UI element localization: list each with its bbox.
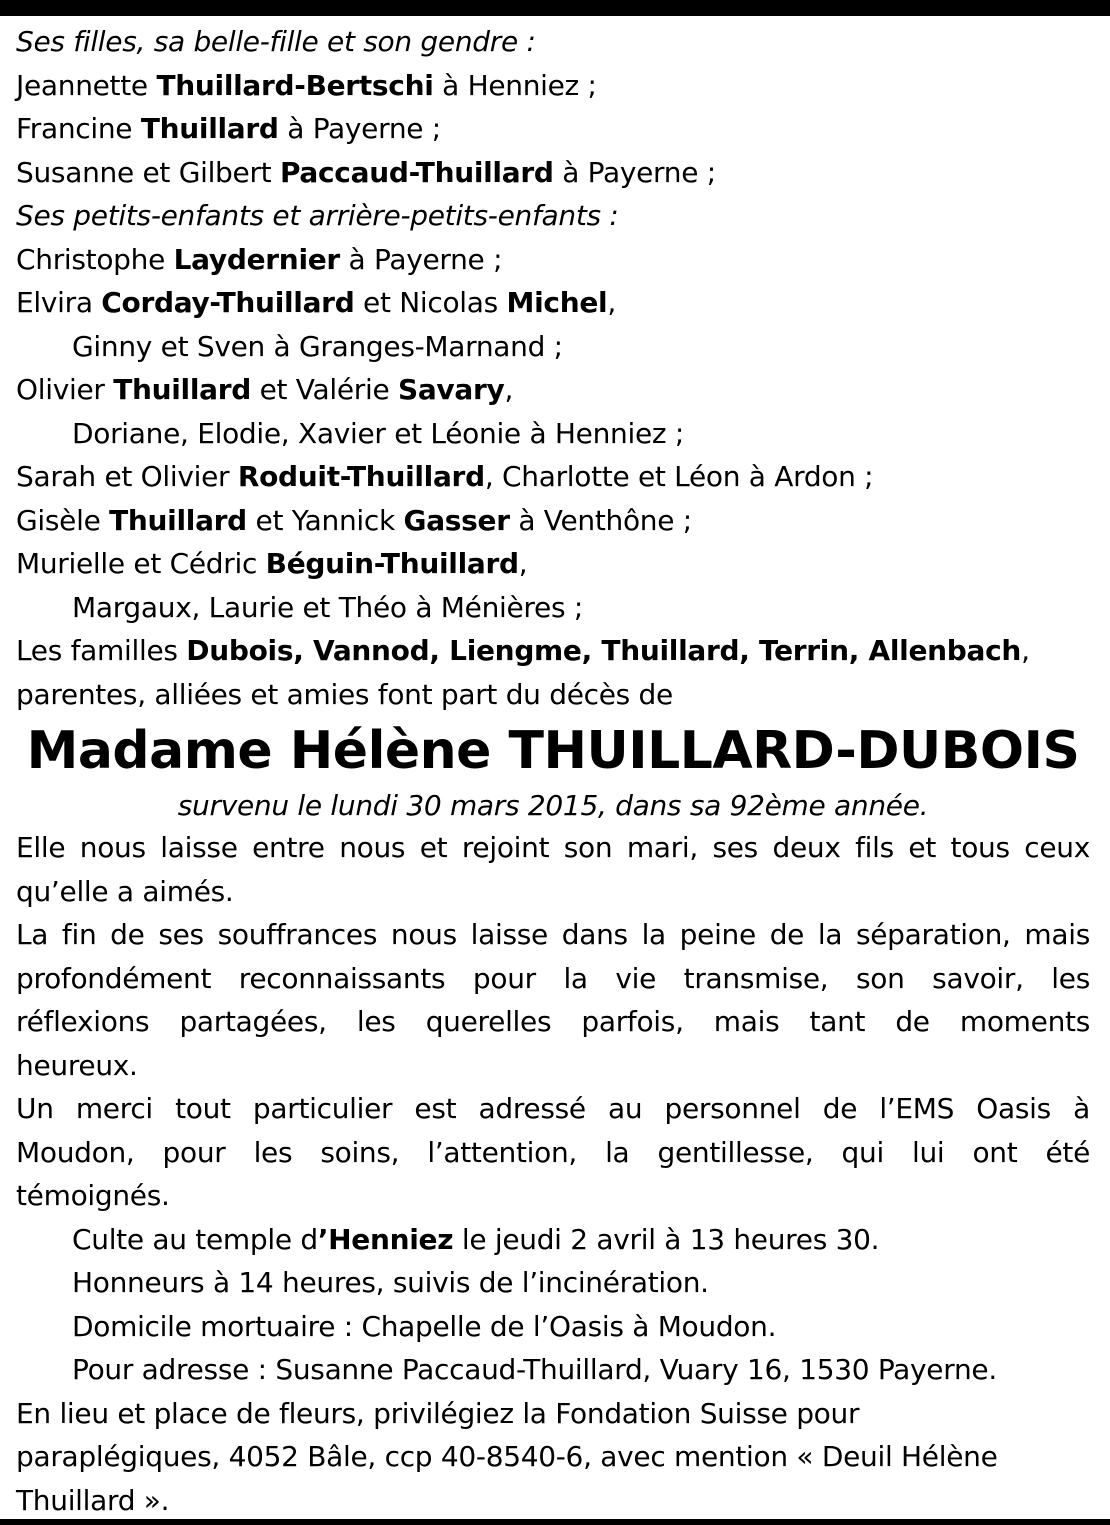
body-row: Un merci tout particulier est adressé au personnel de l’EMS Oasis à [16, 1092, 1090, 1125]
body-row: témoignés. [16, 1179, 170, 1212]
family-line: Elvira Corday-Thuillard et Nicolas Michel, [16, 286, 616, 319]
donation-paragraph [16, 1392, 1090, 1523]
family-line: Francine Thuillard à Payerne ; [16, 112, 441, 145]
grandchildren-heading: Ses petits-enfants et arrière-petits-enfants : [16, 199, 619, 232]
service-culte: Culte au temple d’Henniez le jeudi 2 avril à 13 heures 30. [72, 1222, 880, 1256]
donation-row: En lieu et place de fleurs, privilégiez la Fondation Suisse pour [16, 1396, 860, 1430]
body-paragraph-2 [16, 913, 1090, 1087]
announcement-line: parentes, alliées et amies font part du décès de [16, 677, 673, 711]
body-row: profondément reconnaissants pour la vie transmise, son savoir, les [16, 961, 1090, 995]
family-line: Christophe Laydernier à Payerne ; [16, 242, 503, 276]
body-row: qu’elle a aimés. [16, 874, 234, 908]
death-date-line: survenu le lundi 30 mars 2015, dans sa 92ème année. [177, 789, 929, 822]
family-line: Olivier Thuillard et Valérie Savary, [16, 373, 514, 406]
body-row: Moudon, pour les soins, l’attention, la gentillesse, qui lui ont été [16, 1135, 1090, 1169]
family-line-continued: Ginny et Sven à Granges-Marnand ; [72, 329, 563, 363]
body-row: Elle nous laisse entre nous et rejoint son mari, ses deux fils et tous ceux [16, 831, 1090, 864]
deceased-name: Madame Hélène THUILLARD-DUBOIS [26, 721, 1080, 781]
family-line: Murielle et Cédric Béguin-Thuillard, [16, 547, 528, 580]
family-line: Sarah et Olivier Roduit-Thuillard, Charlotte et Léon à Ardon ; [16, 460, 874, 493]
top-rule [0, 0, 1110, 16]
families-line: Les familles Dubois, Vannod, Liengme, Thuillard, Terrin, Allenbach, [16, 634, 1030, 667]
body-row: réflexions partagées, les querelles parfois, mais tant de moments [16, 1005, 1090, 1038]
family-line: Jeannette Thuillard-Bertschi à Henniez ; [16, 68, 597, 102]
family-line-continued: Doriane, Elodie, Xavier et Léonie à Henniez ; [72, 416, 685, 450]
donation-row: Thuillard ». [16, 1483, 170, 1517]
body-paragraph-1 [16, 826, 1090, 913]
service-domicile: Domicile mortuaire : Chapelle de l’Oasis à Moudon. [72, 1309, 777, 1343]
body-row: heureux. [16, 1048, 138, 1082]
family-line-continued: Margaux, Laurie et Théo à Ménières ; [72, 590, 583, 624]
service-adresse: Pour adresse : Susanne Paccaud-Thuillard, Vuary 16, 1530 Payerne. [72, 1353, 997, 1386]
daughters-heading: Ses filles, sa belle-fille et son gendre : [16, 25, 536, 58]
body-row: La fin de ses souffrances nous laisse dans la peine de la séparation, mais [16, 918, 1090, 951]
family-line: Gisèle Thuillard et Yannick Gasser à Venthône ; [16, 503, 692, 537]
donation-row: paraplégiques, 4052 Bâle, ccp 40-8540-6, avec mention « Deuil Hélène [16, 1440, 998, 1473]
bottom-rule [0, 1519, 1110, 1525]
family-line: Susanne et Gilbert Paccaud-Thuillard à Payerne ; [16, 155, 716, 189]
obituary-notice [16, 20, 1090, 1522]
service-honneurs: Honneurs à 14 heures, suivis de l’incinération. [72, 1266, 709, 1299]
body-paragraph-3 [16, 1087, 1090, 1218]
